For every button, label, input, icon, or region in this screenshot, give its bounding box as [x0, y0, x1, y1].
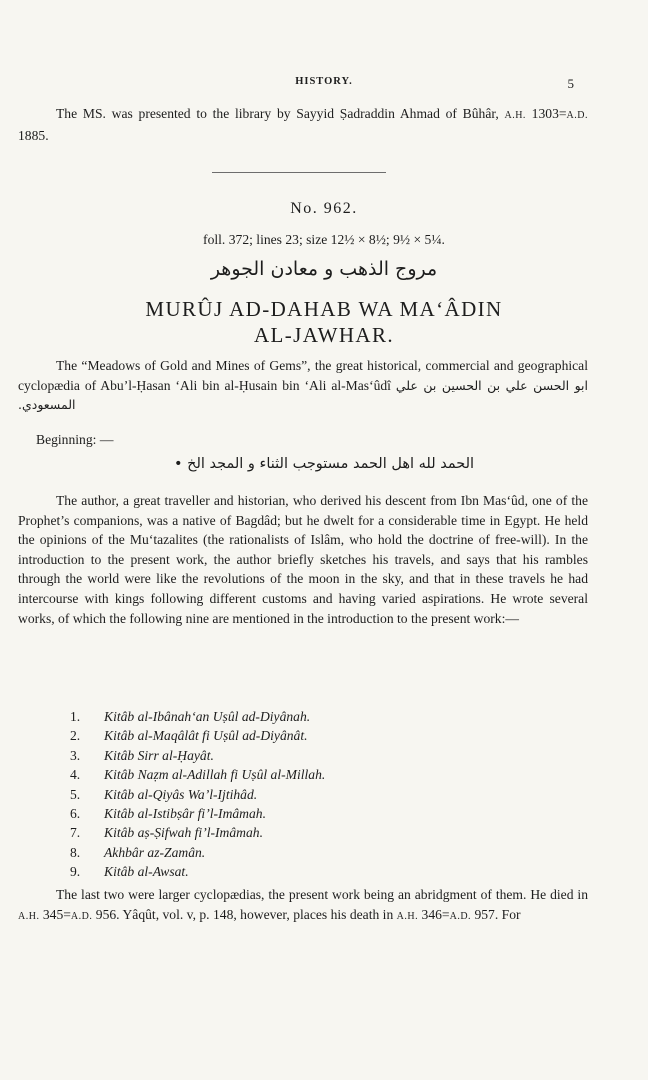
works-list-item	[70, 707, 325, 726]
works-list-title: Kitâb Naẓm al-Adillah fi Uṣûl al-Millah.	[104, 767, 326, 783]
arabic-incipit: الحمد لله اهل الحمد مستوجب الثناء و المجد الخ •	[173, 456, 475, 472]
works-list-number: 7.	[70, 825, 81, 841]
works-list-title: Kitâb al-Awsat.	[104, 864, 189, 880]
works-list-number: 2.	[70, 728, 81, 744]
page-number: 5	[567, 76, 574, 91]
works-list-title: Kitâb al-Ibânah‘an Uṣûl ad-Diyânah.	[104, 709, 311, 724]
author-paragraph: The author, a great traveller and historian, who derived his descent from Ibn Mas‘ûd, one of the Prophet’s companions, was a native of Bagdâd; but he dwelt for a considerable time in Egypt. He held the opinions of the Mu‘tazalites (the rationalists of Islâm, who hold the doctrine of free-will). In the introduction to the present work, the author briefly sketches his travels, and says that his rambles through the world were like the revolutions of the moon in the sky, and that in these travels he had intercourse with kings following different customs and having varied aspirations. He wrote several works, of which the following nine are mentioned in the introduction to the present work:—	[18, 493, 588, 626]
works-list-item	[70, 823, 325, 842]
works-list-number: 1.	[70, 709, 81, 724]
arabic-title: مروج الذهب و معادن الجوهر	[210, 258, 438, 280]
page-header	[0, 76, 648, 92]
work-title-line-1: MURÛJ AD-DAHAB WA MA‘ÂDIN	[145, 297, 503, 321]
works-list-item	[70, 785, 325, 804]
works-list	[70, 707, 325, 882]
works-list-title: Kitâb Sirr al-Ḥayât.	[104, 747, 214, 763]
works-list-number: 9.	[70, 864, 81, 880]
works-list-number: 8.	[70, 844, 81, 860]
works-list-title: Akhbâr az-Zamân.	[104, 844, 206, 860]
works-list-number: 5.	[70, 786, 81, 802]
works-list-item	[70, 804, 325, 823]
works-list-number: 6.	[70, 806, 81, 822]
works-list-item	[70, 726, 325, 745]
works-list-title: Kitâb al-Qiyâs Wa’l-Ijtihâd.	[104, 786, 258, 802]
works-list-item	[70, 843, 325, 862]
presentation-note: The MS. was presented to the library by Sayyid Ṣadraddin Ahmad of Bûhâr, A.H. 1303=A.D. 1885.	[18, 106, 588, 143]
running-head: HISTORY.	[295, 76, 353, 87]
works-list-title: Kitâb al-Maqâlât fi Uṣûl ad-Diyânât.	[104, 728, 308, 744]
entry-number: No. 962.	[290, 200, 358, 217]
description-arabic-name: ابو الحسن علي بن الحسين بن علي المسعودي.	[18, 377, 588, 413]
folio-details: foll. 372; lines 23; size 12½ × 8½; 9½ × 5¼.	[203, 232, 445, 247]
section-divider	[212, 172, 386, 173]
work-title	[0, 296, 648, 348]
closing-paragraph: The last two were larger cyclopædias, the present work being an abridgment of them. He died in A.H. 345=A.D. 956. Yâqût, vol. v, p. 148, however, places his death in A.H. 346=A.D. 957. For	[18, 887, 588, 922]
description-paragraph: The “Meadows of Gold and Mines of Gems”, the great historical, commercial and geographical cyclopædia of Abu’l-Ḥasan ‘Ali bin al-Ḥusain bin ‘Ali al-Mas‘ûdî ابو الحسن علي بن الحسين بن علي المسعودي.	[18, 358, 588, 413]
works-list-title: Kitâb al-Istibṣâr fi’l-Imâmah.	[104, 806, 266, 822]
beginning-label: Beginning: —	[36, 432, 114, 447]
works-list-title: Kitâb aṣ-Ṣifwah fi’l-Imâmah.	[104, 825, 263, 841]
works-list-item	[70, 746, 325, 765]
works-list-number: 3.	[70, 747, 81, 763]
works-list-item	[70, 765, 325, 784]
work-title-line-2: AL-JAWHAR.	[253, 323, 395, 347]
works-list-number: 4.	[70, 767, 81, 783]
works-list-item	[70, 862, 325, 881]
